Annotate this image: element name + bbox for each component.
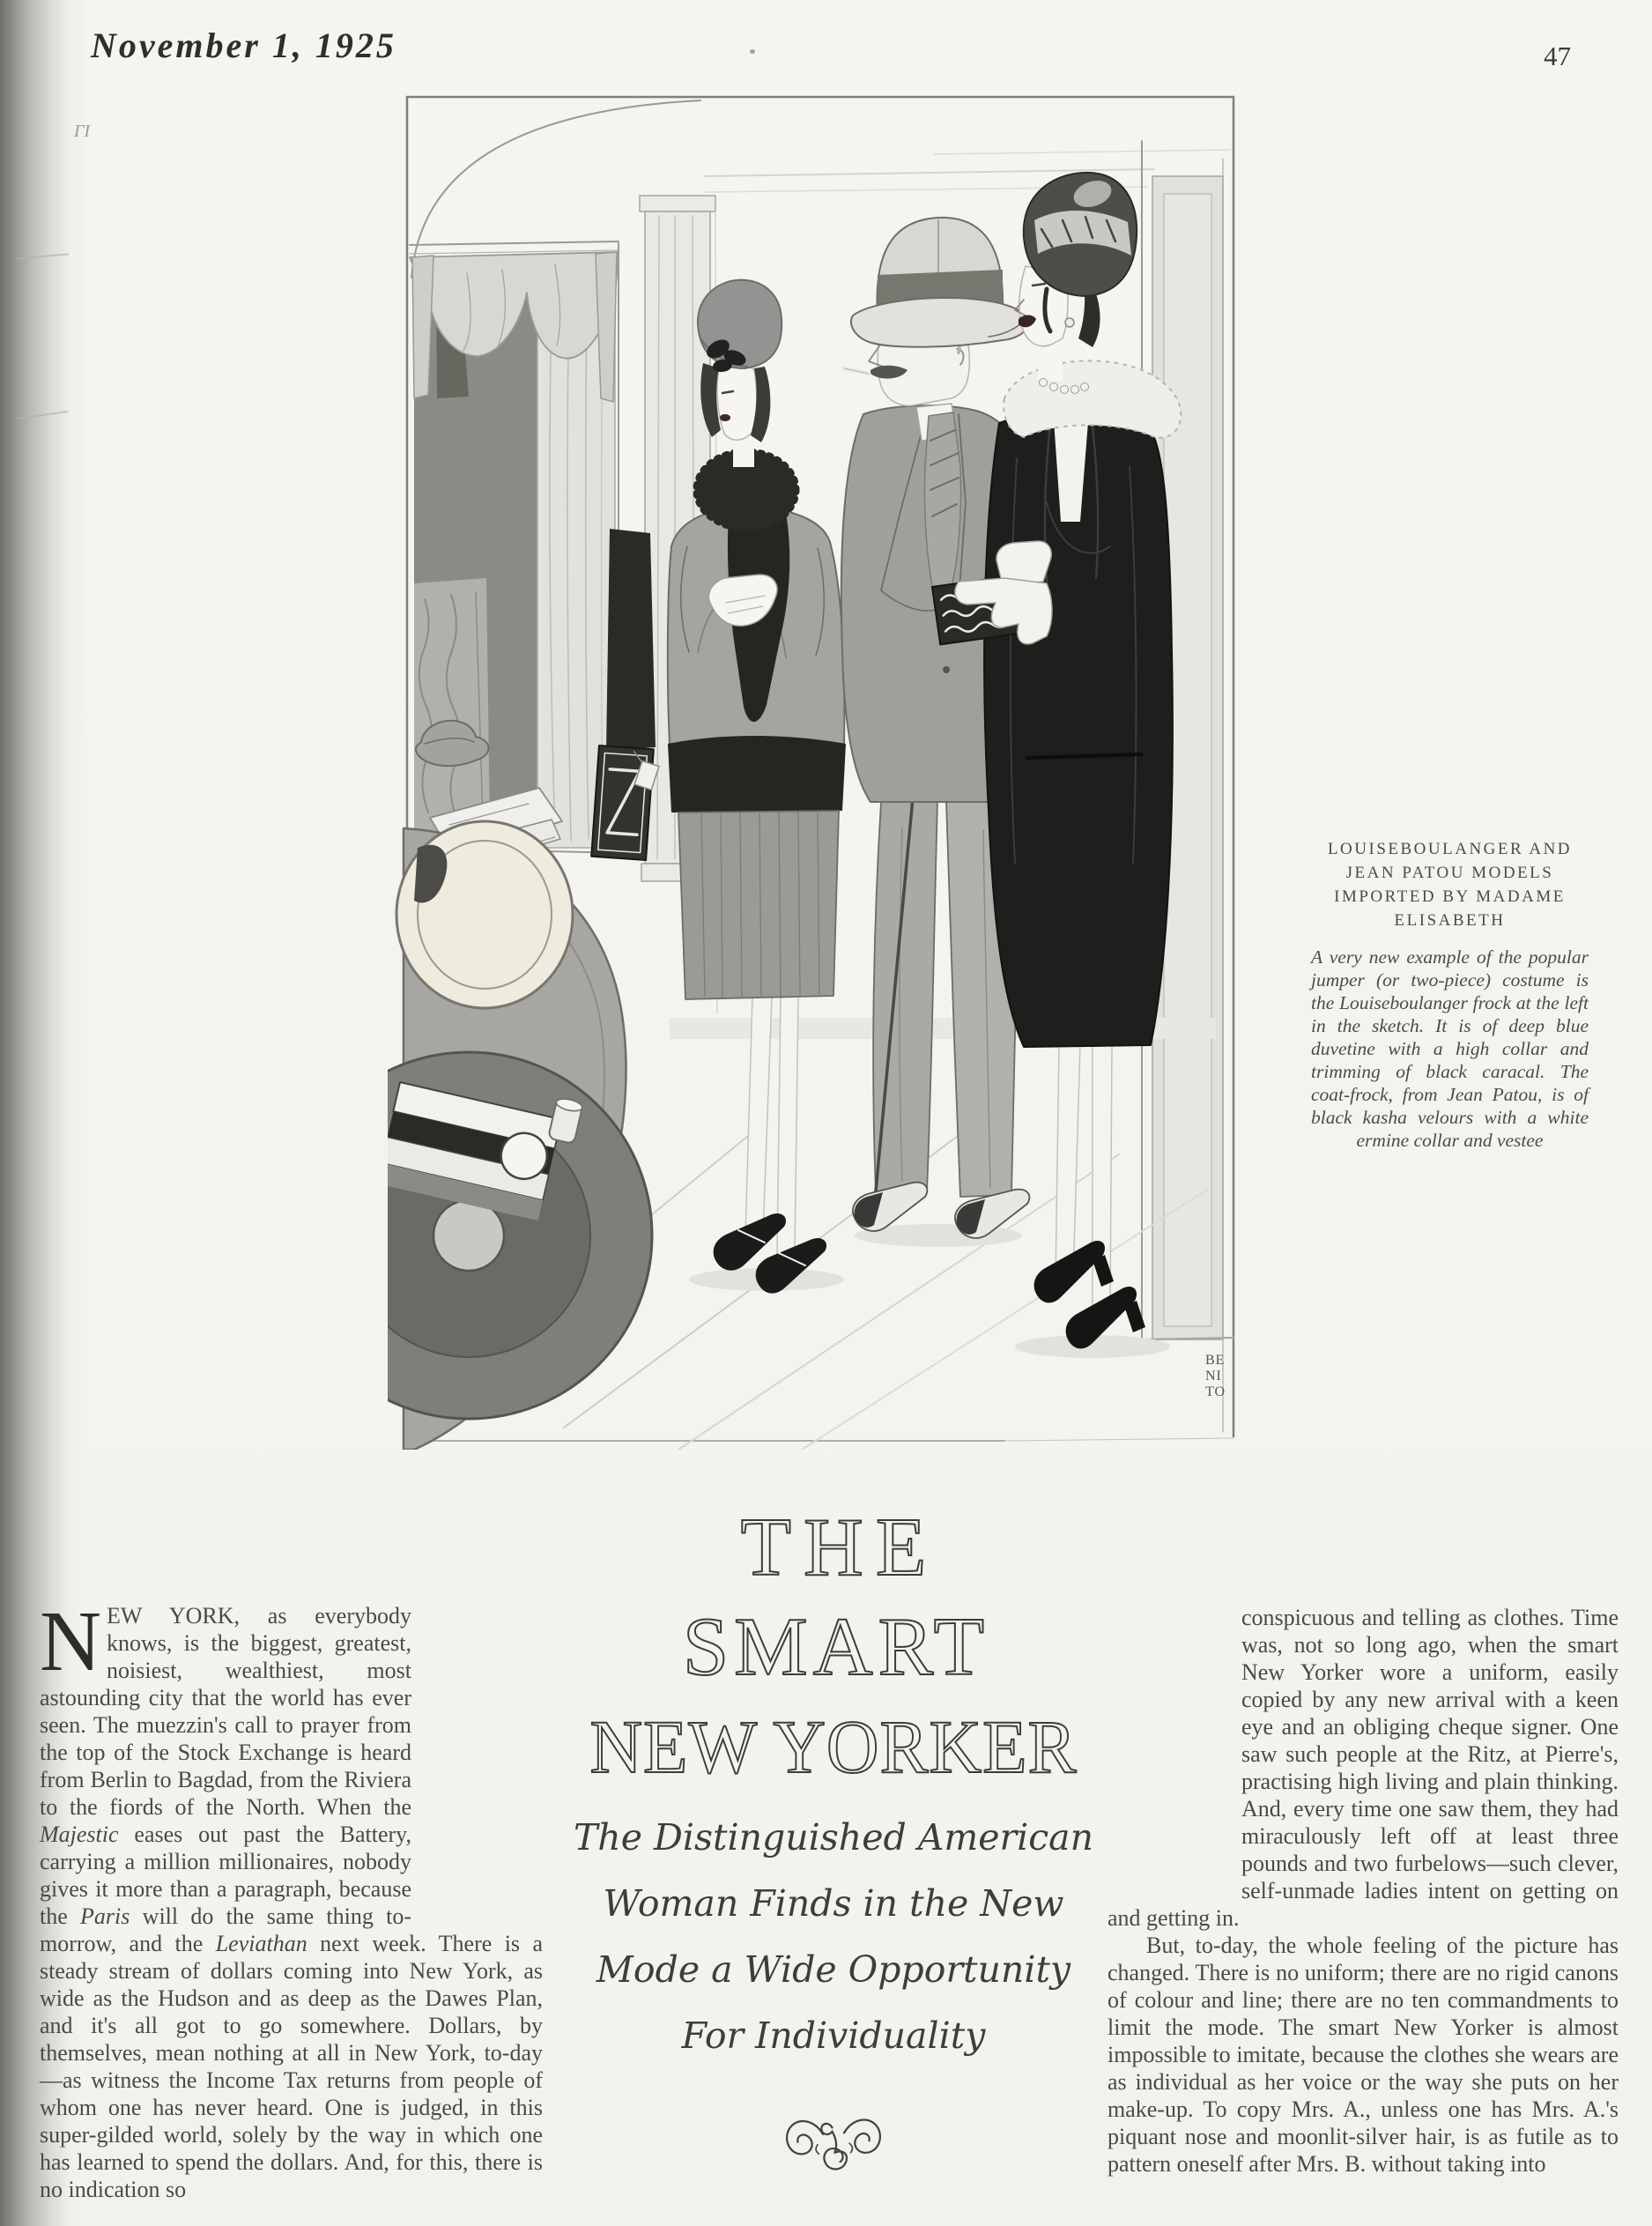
right-column-paragraph-1: conspicuous and telling as clothes. Time was, not so long ago, when the smart New Yorker wore a uniform, easily copied by any new arrival with a keen eye and an obliging cheque signer. One saw such people at the Ritz, at Pierre's, practising high living and plain thinking. And, every time one saw them, they had miraculously left off at least three pounds and two furbelows—such clever, self-unmade ladies intent on getting on and getting in. [1108, 1605, 1619, 1931]
subtitle-line: Mode a Wide Opportunity [596, 1948, 1071, 1991]
column-shape-spacer [411, 1602, 543, 1930]
title-line-the: THE [740, 1502, 939, 1593]
left-column-text: EW YORK, as everybody knows, is the biggest, greatest, noisiest, wealthiest, most astounding city that the world has ever seen. The muezzin's call to prayer from the top of the Stock Exchange is heard from Berlin to Bagdad, from the Riviera to the fiords of the North. When the Majestic eases out past the Battery, carrying a million millionaires, nobody gives it more than a paragraph, because the Paris will do the same thing to-morrow, and the Leviathan next week. There is a steady stream of dollars coming into New York, as wide as the Hudson and as deep as the Dawes Plan, and it's all got to go somewhere. Dollars, by themselves, mean nothing at all in New York, to-day—as witness the Income Tax returns from people of whom one has never heard. One is judged, in this super-gilded world, solely by the way in which one has learned to spend the dollars. And, for this, there is no indication so [40, 1603, 543, 2202]
caption-body: A very new example of the popular jumper (or two-piece) costume is the Louiseboulanger frock at the left in the sketch. It is of deep blue duvetine with a high collar and trimming of black caracal. The coat-frock, from Jean Patou, is of black kasha velours with a white ermine collar and vestee [1311, 946, 1589, 1151]
shop-window [410, 241, 619, 871]
signature-line: BE [1205, 1353, 1226, 1368]
article-column-left [40, 1594, 543, 2203]
spine-print-bleed: ΓΙ [74, 122, 91, 141]
illustration-caption [1311, 837, 1589, 1152]
signature-line: TO [1205, 1384, 1226, 1399]
page-number: 47 [1544, 41, 1571, 71]
signature-line: NI [1205, 1369, 1222, 1384]
subtitle-line: The Distinguished American [573, 1816, 1094, 1859]
right-column-paragraph-2: But, to-day, the whole feeling of the picture has changed. There is no uniform; there are no rigid canons of colour and line; there are no ten commandments to limit the mode. The smart New Yorker is almost impossible to imitate, because the clothes she wears are as individual as her voice or the way she puts on her make-up. To copy Mrs. A., unless one has Mrs. A.'s piquant nose and moonlit-silver hair, is as futile as to pattern oneself after Mrs. B. without taking into [1108, 1933, 1619, 2177]
subtitle-line: Woman Finds in the New [603, 1882, 1064, 1925]
decorative-flourish [781, 2106, 886, 2182]
article-column-right [1108, 1604, 1619, 2178]
issue-date: November 1, 1925 [91, 26, 396, 65]
fashion-illustration [388, 88, 1273, 1450]
article-title [499, 1498, 1168, 1797]
drop-cap: N [40, 1594, 102, 1688]
column-shape-spacer [1108, 1604, 1241, 1904]
article-subtitle [499, 1805, 1168, 2069]
subtitle-line: For Individuality [681, 2015, 986, 2057]
left-woman-figure [591, 280, 846, 1294]
title-line-new-yorker: NEW YORKER [589, 1704, 1078, 1789]
title-line-smart: SMART [682, 1601, 990, 1693]
caption-heading: LOUISEBOULANGER AND JEAN PATOU MODELS IMPORTED BY MADAME ELISABETH [1327, 840, 1573, 930]
motor-car [388, 821, 652, 1450]
scan-speck [750, 49, 755, 54]
